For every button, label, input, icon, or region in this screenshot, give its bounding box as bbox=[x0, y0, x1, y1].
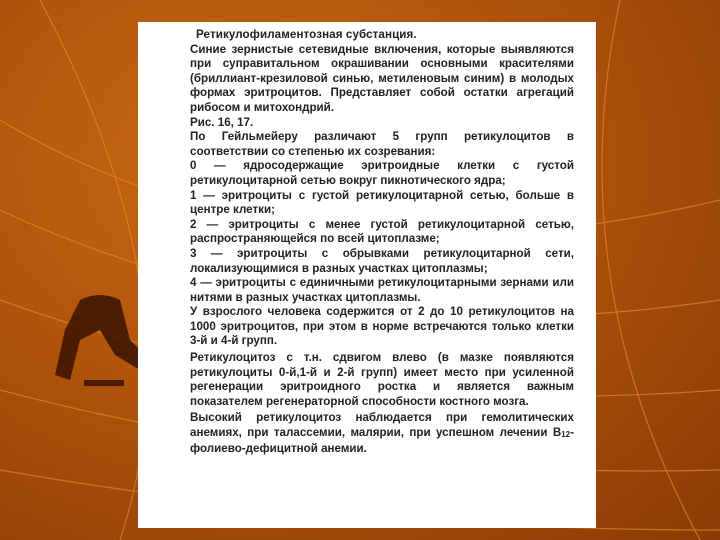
paragraph-groups-intro: По Гейльмейеру различают 5 групп ретикулоцитов в соответствии со степенью их созревания: bbox=[190, 130, 574, 158]
paragraph-adult-norm: У взрослого человека содержится от 2 до 10 ретикулоцитов на 1000 эритроцитов, при этом в норме встречаются только клетки 3-й и 4-й групп. bbox=[190, 305, 574, 348]
p5-subscript: 12 bbox=[561, 430, 571, 440]
paragraph-high-reticulocytosis bbox=[190, 411, 574, 456]
doc-title: Ретикулофиламентозная субстанция. bbox=[196, 28, 417, 41]
group-4: 4 — эритроциты с единичными ретикулоцитарными зернами или нитями в разных участках цитоплазмы. bbox=[190, 276, 574, 304]
group-0: 0 — ядросодержащие эритроидные клетки с густой ретикулоцитарной сетью вокруг пикнотического ядра; bbox=[190, 159, 574, 187]
p5-text: Высокий ретикулоцитоз наблюдается при гемолитических анемиях, при талассемии, малярии, при успешном лечении В bbox=[190, 411, 574, 440]
document-page bbox=[138, 22, 596, 528]
paragraph-left-shift: Ретикулоцитоз с т.н. сдвигом влево (в мазке появляются ретикулоциты 0-й,1-й и 2-й групп) имеет место при усиленной регенерации эритроидного ростка и является важным показателем регенераторной способности костного мозга. bbox=[190, 351, 574, 408]
group-2: 2 — эритроциты с менее густой ретикулоцитарной сетью, распространяющейся по всей цитоплазме; bbox=[190, 217, 574, 246]
group-3: 3 — эритроциты с обрывками ретикулоцитарной сети, локализующимися в разных участках цитоплазмы; bbox=[190, 246, 574, 275]
p5-end: -фолиево-дефицитной анемии. bbox=[190, 426, 574, 455]
figure-reference: Рис. 16, 17. bbox=[190, 115, 254, 129]
paragraph-description: Синие зернистые сетевидные включения, которые выявляются при суправитальном окрашивании основными красителями (бриллиант-крезиловой синью, метиленовым синим) в молодых формах эритроцитов. Представляет собой остатки агрегаций рибосом и митохондрий. bbox=[190, 42, 574, 114]
group-1: 1 — эритроциты с густой ретикулоцитарной сетью, больше в центре клетки; bbox=[190, 188, 574, 217]
runner-silhouette-icon bbox=[55, 295, 150, 386]
